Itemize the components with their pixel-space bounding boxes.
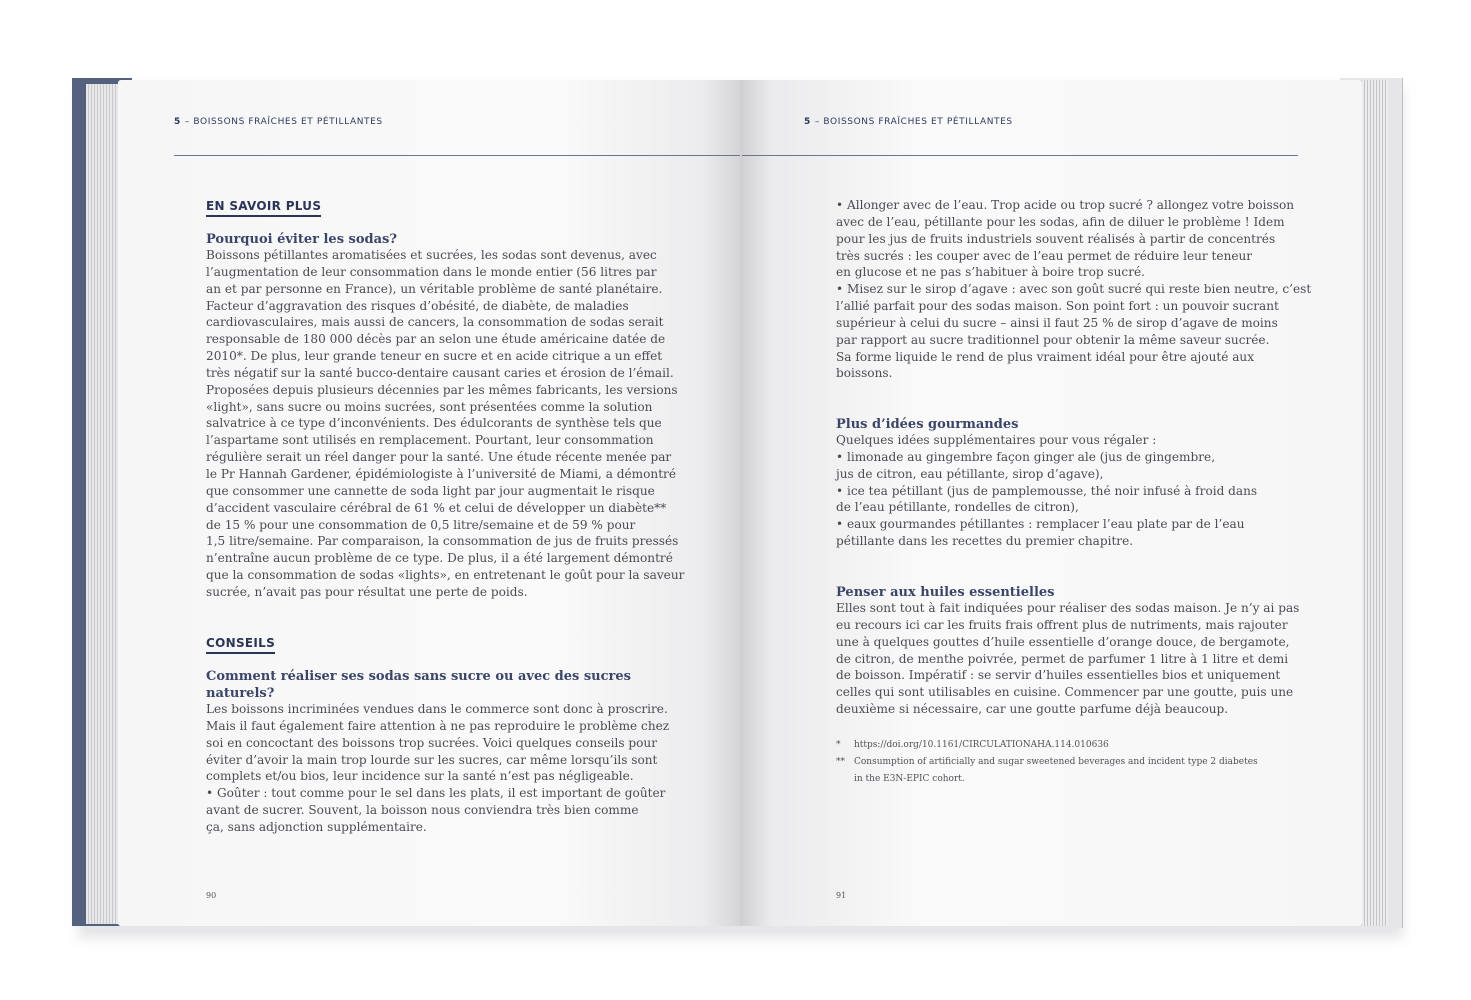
text-line: très sucrés : les couper avec de l’eau permet de réduire leur teneur [836,248,1253,263]
heading-line: Comment réaliser ses sodas sans sucre ou avec des sucres [206,669,631,684]
text-line: an et par personne en France), un véritable problème de santé planétaire. [206,281,663,296]
text-line: avant de sucrer. Souvent, la boisson nous conviendra très bien comme [206,803,639,818]
running-head-left [174,117,383,127]
text-line: très négatif sur la santé bucco-dentaire causant caries et érosion de l’émail. [206,365,674,380]
text-line: Proposées depuis plusieurs décennies par les mêmes fabricants, les versions [206,382,678,397]
footnotes [836,737,1258,788]
text-line: en glucose et ne pas s’habituer à boire trop sucré. [836,265,1145,280]
text-line: • ice tea pétillant (jus de pamplemousse, thé noir infusé à froid dans [836,483,1258,498]
text-line: Mais il faut également faire attention à ne pas reproduire le problème chez [206,718,670,733]
text-line: cardiovasculaires, mais aussi de cancers, la consommation de sodas serait [206,315,664,330]
page-number-left: 90 [206,891,217,900]
text-line: n’entraîne aucun problème de ce type. De plus, il a été largement démontré [206,551,673,566]
text-line: que la consommation de sodas «lights», en entretenant le goût pour la saveur [206,568,685,583]
text-line: pétillante dans les recettes du premier chapitre. [836,534,1134,549]
text-line: avec de l’eau, pétillante pour les sodas, afin de diluer le problème ! Idem [836,214,1285,229]
text-line: le Pr Hannah Gardener, épidémiologiste à l’université de Miami, a démontré [206,466,676,481]
footnote-text: https://doi.org/10.1161/CIRCULATIONAHA.114.010636 [854,740,1109,750]
text-line: Facteur d’aggravation des risques d’obésité, de diabète, de maladies [206,298,629,313]
text-line: • Allonger avec de l’eau. Trop acide ou trop sucré ? allongez votre boisson [836,198,1295,212]
footnote [836,737,1258,754]
text-line: complets et/ou bios, leur incidence sur la santé n’est pas négligeable. [206,769,634,784]
heading-plus-idees: Plus d’idées gourmandes [836,417,1019,432]
footnote-text: Consumption of artificially and sugar sweetened beverages and incident type 2 diabetes [854,757,1258,767]
text-line: ça, sans adjonction supplémentaire. [206,819,427,834]
body-text-ideas [836,432,1257,550]
chapter-title: – BOISSONS FRAÎCHES ET PÉTILLANTES [814,117,1013,127]
text-line: «light», sans sucre ou moins sucrées, sont présentées comme la solution [206,399,653,414]
footnote [836,754,1258,788]
section-label-en-savoir-plus: EN SAVOIR PLUS [206,199,321,217]
text-line: • Goûter : tout comme pour le sel dans les plats, il est important de goûter [206,786,666,801]
text-line: Sa forme liquide le rend de plus vraiment idéal pour être ajouté aux [836,349,1255,364]
text-line: par rapport au sucre traditionnel pour obtenir la même saveur sucrée. [836,332,1270,347]
footnote-mark: ** [836,757,845,767]
header-rule-left [174,155,740,156]
text-line: responsable de 180 000 décès par an selon une étude américaine datée de [206,332,666,347]
text-line: de 15 % pour une consommation de 0,5 litre/semaine et de 59 % pour [206,517,636,532]
text-line: jus de citron, eau pétillante, sirop d’agave), [836,466,1104,481]
text-line: d’accident vasculaire cérébral de 61 % et celui de développer un diabète** [206,500,667,515]
heading-comment-realiser [206,668,631,702]
text-line: de citron, de menthe poivrée, permet de parfumer 1 litre à 1 litre et demi [836,651,1289,666]
section-label-conseils: CONSEILS [206,636,275,654]
text-line: • Misez sur le sirop d’agave : avec son goût sucré qui reste bien neutre, c’est [836,282,1312,297]
text-line: de boisson. Impératif : se servir d’huiles essentielles bios et uniquement [836,668,1281,683]
text-line: celles qui sont utilisables en cuisine. Commencer par une goutte, puis une [836,685,1294,700]
text-line: • eaux gourmandes pétillantes : remplacer l’eau plate par de l’eau [836,517,1245,532]
heading-pourquoi-eviter: Pourquoi éviter les sodas? [206,232,397,247]
footnote-text: in the E3N-EPIC cohort. [854,774,965,784]
text-line: Les boissons incriminées vendues dans le commerce sont donc à proscrire. [206,702,668,716]
footnote-mark: * [836,740,841,750]
text-line: eu recours ici car les fruits frais offrent plus de nutriments, mais rajouter [836,617,1288,632]
text-line: l’augmentation de leur consommation dans le monde entier (56 litres par [206,264,657,279]
header-rule-right [742,155,1298,156]
body-text-conseils [206,701,669,836]
text-line: que consommer une cannette de soda light par jour augmentait le risque [206,483,655,498]
text-line: Boissons pétillantes aromatisées et sucrées, les sodas sont devenus, avec [206,248,657,262]
text-line: • limonade au gingembre façon ginger ale (jus de gingembre, [836,449,1216,464]
running-head-right [804,117,1013,127]
text-line: régulière serait un réel danger pour la santé. Une étude récente menée par [206,450,672,465]
page-number-right: 91 [836,891,847,900]
heading-line: naturels? [206,686,275,701]
text-line: salvatrice à ce type d’inconvénients. Des édulcorants de synthèse tels que [206,416,662,431]
text-line: pour les jus de fruits industriels souvent réalisés à partir de concentrés [836,231,1276,246]
chapter-title: – BOISSONS FRAÎCHES ET PÉTILLANTES [184,117,383,127]
text-line: deuxième si nécessaire, car une goutte parfume déjà beaucoup. [836,702,1229,717]
chapter-number: 5 [174,117,181,127]
text-line: l’allié parfait pour des sodas maison. Son point fort : un pouvoir sucrant [836,299,1279,314]
heading-huiles-essentielles: Penser aux huiles essentielles [836,585,1055,600]
text-line: boissons. [836,366,893,381]
text-line: une à quelques gouttes d’huile essentielle d’orange douce, de bergamote, [836,634,1290,649]
text-line: 1,5 litre/semaine. Par comparaison, la consommation de jus de fruits pressés [206,534,679,549]
text-line: soi en concoctant des boissons trop sucrées. Voici quelques conseils pour [206,735,657,750]
text-line: l’aspartame sont utilisés en remplacement. Pourtant, leur consommation [206,433,654,448]
text-line: de l’eau pétillante, rondelles de citron), [836,500,1079,515]
text-line: éviter d’avoir la main trop lourde sur les sucres, car même lorsqu’ils sont [206,752,658,767]
text-line: sucrée, n’avait pas pour résultat une perte de poids. [206,584,528,599]
body-text-oils [836,600,1299,718]
text-line: supérieur à celui du sucre – ainsi il faut 25 % de sirop d’agave de moins [836,315,1278,330]
chapter-number: 5 [804,117,811,127]
text-line: 2010*. De plus, leur grande teneur en sucre et en acide citrique a un effet [206,349,663,364]
body-text-sodas [206,247,684,601]
text-line: Elles sont tout à fait indiquées pour réaliser des sodas maison. Je n’y ai pas [836,601,1300,615]
text-line: Quelques idées supplémentaires pour vous régaler : [836,433,1157,447]
body-text-tips [836,197,1311,382]
